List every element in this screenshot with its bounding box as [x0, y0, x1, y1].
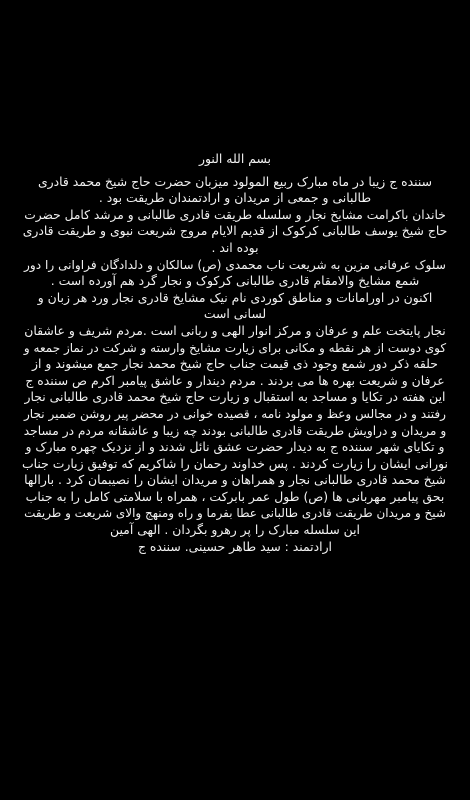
caption-line: بوده اند . — [211, 239, 259, 255]
caption-line: شیخ و مریدان طریقت قادری طالبانی عطا بفرما و راه ومنهج والای شریعت و طریقت — [24, 506, 446, 521]
caption-line: این سلسله مبارک را پر رهرو بگردان . الهی آمین — [110, 522, 360, 538]
caption-line: رفتند و در مجالس وعظ و مولود نامه ، قصیده خوانی در محضر پیر روشن ضمیر نجار — [23, 406, 447, 421]
caption-line: لسانی است — [203, 306, 267, 322]
caption-line: این هفته در تکایا و مساجد به استقبال و زیارت حاج شیخ محمد قادری طالبانی نجار — [24, 389, 446, 405]
caption-line: شمع مشایخ والامقام قادری طالبانی کرکوک و نجار گرد هم آورده است . — [50, 273, 420, 289]
caption-line: سننده ج زیبا در ماه مبارک ربیع المولود میزبان حضرت حاج شیخ محمد قادری — [37, 173, 433, 189]
caption-line-signature: ارادتمند : سید طاهر حسینی. سننده ج — [138, 538, 332, 554]
caption-line: عرفان و شریعت بهره ها می بردند . مردم دیندار و عاشق پیامبر اکرم ص سننده ج — [25, 372, 445, 388]
caption-line: حلقه ذکر دور شمع وجود ذی قیمت جناب حاج شیخ محمد نجار جمع میشوند و از — [32, 356, 438, 372]
caption-line: سلوک عرفانی مزین به شریعت ناب محمدی (ص) سالکان و دلدادگان فراوانی را دور — [24, 257, 446, 272]
caption-line: بحق پیامبر مهربانی ها (ص) طول عمر بابرکت ، همراه با سلامتی کامل را به جناب — [25, 488, 445, 504]
caption-line-basmala: بسم الله النور — [199, 151, 271, 166]
caption-line: خاندان باکرامت مشایخ نجار و سلسله طریقت قادری طالبانی و مرشد کامل حضرت — [24, 207, 446, 222]
caption-line: و تکایای شهر سننده ج به دیدار حضرت عشق نائل شدند و از نزدیک چهره مبارک و — [25, 439, 445, 455]
caption-line: و مریدان و دراویش طریقت قادری طالبانی بودند چه زیبا و عاشقانه مردم در مساجد — [23, 423, 447, 438]
caption-line: حاج شیخ یوسف طالبانی کرکوک از قدیم الایام مروج شریعت نبوی و طریقت قادری — [22, 223, 448, 239]
caption-line: اکنون در اورامانات و مناطق کوردی نام نیک مشایخ قادری نجار ورد هر زبان و — [37, 289, 433, 305]
caption-line: نجار پایتخت علم و عرفان و مرکز انوار الهی و ربانی است .مردم شریف و عاشقان — [24, 322, 446, 338]
caption-line: طالبانی و جمعی از مریدان و ارادتمندان طریقت بود . — [98, 190, 372, 206]
post-caption — [22, 151, 448, 555]
caption-line: شیخ محمد قادری طالبانی نجار و همراهان و مریدان ایشان را نصیبمان کرد . بارالها — [24, 472, 446, 488]
caption-line: نورانی ایشان را زیارت کردند . پس خداوند رحمان را شاکریم که توفیق زیارت جناب — [21, 455, 448, 471]
caption-line: کوی دوست از هر نقطه و مکانی برای زیارت مشایخ وارسته و شرکت در نماز جمعه و — [23, 340, 447, 355]
